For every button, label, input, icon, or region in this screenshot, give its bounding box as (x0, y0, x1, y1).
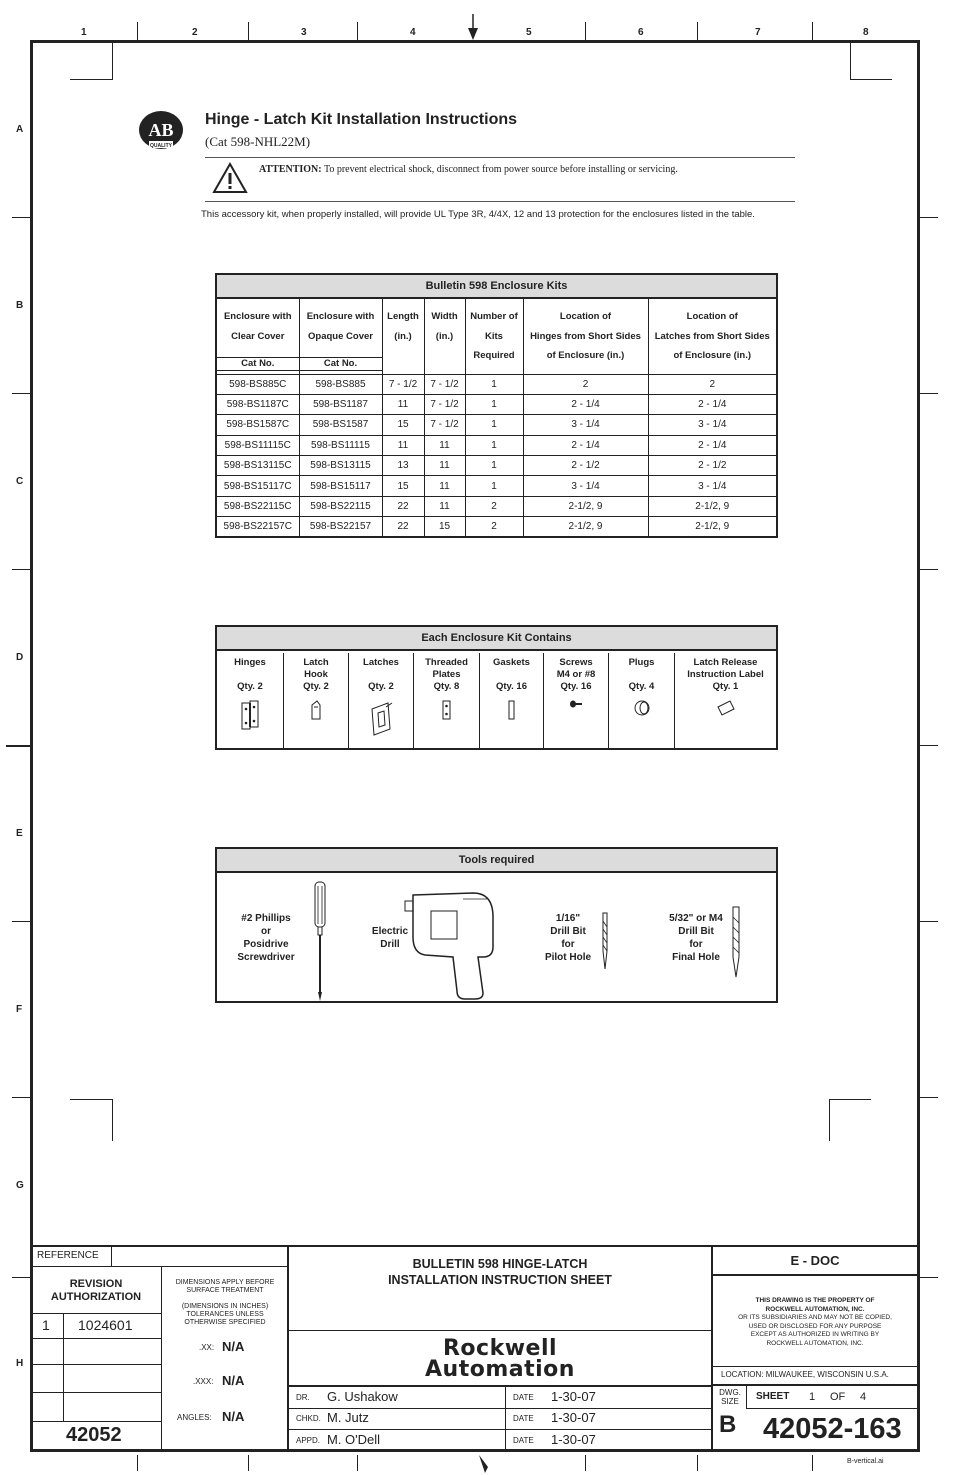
table-cell: 15 (424, 517, 465, 537)
kit-item: Latches Qty. 2 (348, 653, 413, 750)
zone-letter: E (16, 828, 23, 839)
zone-letter: G (16, 1180, 24, 1191)
table-cell: 1 (465, 435, 523, 455)
column-header: Width (in.) (424, 298, 465, 370)
attention-text: To prevent electrical shock, disconnect from power source before installing or servicing. (323, 164, 678, 175)
table-cell: 2 (648, 374, 777, 394)
column-subheader: Cat No. (216, 357, 299, 370)
tool-screwdriver-label: #2 Phillips or Posidrive Screwdriver (237, 913, 295, 963)
date-label: DATE (513, 1436, 534, 1445)
file-reference: B-vertical.ai (847, 1458, 884, 1465)
table-cell: 598-BS1187C (216, 394, 299, 414)
column-header: Enclosure with Clear Cover (223, 311, 292, 342)
table-cell: 598-BS11115 (299, 435, 382, 455)
table-cell: 2-1/2, 9 (523, 496, 648, 516)
sheet-of: OF (830, 1391, 846, 1403)
zone-number: 8 (863, 27, 869, 38)
base-drawing-number: 42052 (66, 1424, 122, 1446)
table-cell: 2 - 1/4 (648, 394, 777, 414)
approved-by: M. O'Dell (327, 1432, 381, 1447)
table-cell: 22 (382, 517, 424, 537)
table-cell: 2 - 1/4 (523, 394, 648, 414)
gasket-icon (480, 699, 543, 725)
table-cell: 598-BS1587C (216, 415, 299, 435)
dwg-size-label: DWG. SIZE (719, 1388, 741, 1406)
table-cell: 2-1/2, 9 (523, 517, 648, 537)
sheet-total: 4 (860, 1391, 867, 1403)
table-cell: 2 (465, 517, 523, 537)
table-cell: 2 - 1/4 (648, 435, 777, 455)
column-subheader: Cat No. (299, 357, 382, 370)
table-cell: 2 (523, 374, 648, 394)
table-cell: 7 - 1/2 (424, 394, 465, 414)
table-row (216, 517, 777, 537)
table-cell: 15 (382, 476, 424, 496)
property-notice: THIS DRAWING IS THE PROPERTY OF ROCKWELL AUTOMATION, INC. (755, 1297, 875, 1313)
revision-authorization-label: REVISION AUTHORIZATION (50, 1278, 142, 1303)
table-cell: 3 - 1/4 (523, 415, 648, 435)
tools-required-table (215, 847, 778, 1003)
sheet-number: 1 (809, 1391, 816, 1403)
checked-by: M. Jutz (327, 1410, 369, 1425)
table-cell: 11 (424, 476, 465, 496)
table-cell: 598-BS22115C (216, 496, 299, 516)
enclosure-kits-table (215, 273, 778, 538)
kit-item: Latch Hook Qty. 2 (283, 653, 348, 750)
drill-icon (403, 887, 507, 1001)
attention-notice (259, 164, 789, 175)
zone-letter: H (16, 1358, 24, 1369)
property-restriction: OR ITS SUBSIDIARIES AND MAY NOT BE COPIED, USED OR DISCLOSED FOR ANY PURPOSE EXCEPT AS AUTHORIZED IN WRITING BY ROCKWELL AUTOMATION, INC. (738, 1314, 892, 1347)
date-label: DATE (513, 1414, 534, 1423)
angles-tolerance: N/A (222, 1409, 245, 1424)
table-cell: 1 (465, 374, 523, 394)
drill-bit-icon (600, 911, 610, 973)
tool-final-bit-label: 5/32" or M4 Drill Bit for Final Hole (669, 913, 723, 963)
warning-icon (212, 162, 248, 194)
kit-item: Screws M4 or #8 Qty. 16 (543, 653, 608, 750)
drawn-date: 1-30-07 (551, 1389, 596, 1404)
xx-label: .XX: (199, 1343, 215, 1352)
angles-label: ANGLES: (177, 1413, 212, 1422)
checked-by-label: CHKD. (296, 1414, 321, 1423)
revision-number: 1 (42, 1317, 50, 1333)
table-cell: 1 (465, 394, 523, 414)
table-cell: 2 (465, 496, 523, 516)
zone-number: 1 (81, 27, 87, 38)
column-header: Location of Latches from Short Sides of Enclosure (in.) (648, 298, 777, 370)
sheet-title: BULLETIN 598 HINGE-LATCH INSTALLATION INSTRUCTION SHEET (388, 1257, 612, 1287)
xx-tolerance: N/A (222, 1339, 245, 1354)
table-caption: Bulletin 598 Enclosure Kits (216, 274, 777, 298)
zone-number: 2 (192, 27, 198, 38)
sheet-label: SHEET (756, 1391, 790, 1402)
checked-date: 1-30-07 (551, 1410, 596, 1425)
table-cell: 598-BS885C (216, 374, 299, 394)
plug-icon (609, 699, 674, 721)
table-cell: 2 - 1/2 (648, 456, 777, 476)
table-caption: Tools required (217, 849, 776, 873)
zone-number: 3 (301, 27, 307, 38)
intro-text: This accessory kit, when properly installed, will provide UL Type 3R, 4/4X, 12 and 13 protection for the enclosures listed in the table. (201, 209, 755, 220)
table-cell: 598-BS22157 (299, 517, 382, 537)
table-cell: 2 - 1/4 (523, 435, 648, 455)
table-cell: 3 - 1/4 (648, 415, 777, 435)
table-cell: 11 (382, 394, 424, 414)
column-header: Location of Hinges from Short Sides of Enclosure (in.) (523, 298, 648, 370)
table-cell: 3 - 1/4 (648, 476, 777, 496)
table-row (216, 394, 777, 414)
date-label: DATE (513, 1393, 534, 1402)
table-row (216, 435, 777, 455)
table-cell: 598-BS22115 (299, 496, 382, 516)
tolerance-note: (DIMENSIONS IN INCHES) TOLERANCES UNLESS OTHERWISE SPECIFIED (181, 1303, 269, 1326)
zone-letter: A (16, 124, 24, 135)
table-cell: 1 (465, 415, 523, 435)
table-row (216, 496, 777, 516)
table-row (216, 374, 777, 394)
zone-letter: B (16, 300, 24, 311)
table-cell: 598-BS15117C (216, 476, 299, 496)
kit-item: Hinges Qty. 2 (217, 653, 283, 750)
table-cell: 7 - 1/2 (424, 415, 465, 435)
table-cell: 2 - 1/2 (523, 456, 648, 476)
svg-text:AB: AB (148, 120, 174, 140)
table-cell: 11 (424, 496, 465, 516)
table-caption: Each Enclosure Kit Contains (217, 627, 776, 651)
table-cell: 598-BS15117 (299, 476, 382, 496)
kit-item: Gaskets Qty. 16 (479, 653, 543, 750)
catalog-number: (Cat 598-NHL22M) (205, 134, 311, 149)
table-cell: 598-BS885 (299, 374, 382, 394)
company-logo: Rockwell Automation (425, 1336, 575, 1382)
table-cell: 598-BS1187 (299, 394, 382, 414)
zone-letter: C (16, 476, 24, 487)
table-cell: 598-BS13115 (299, 456, 382, 476)
table-cell: 7 - 1/2 (424, 374, 465, 394)
attention-label: ATTENTION: (259, 164, 322, 175)
screw-icon (544, 699, 608, 713)
document-type: E - DOC (790, 1253, 840, 1268)
table-cell: 11 (424, 435, 465, 455)
tool-pilot-bit-label: 1/16" Drill Bit for Pilot Hole (544, 913, 592, 963)
screwdriver-icon (312, 880, 328, 1004)
table-cell: 1 (465, 476, 523, 496)
approved-by-label: APPD. (296, 1436, 321, 1445)
column-header: Length (in.) (382, 298, 424, 370)
dwg-size: B (719, 1411, 737, 1438)
table-row (216, 476, 777, 496)
threaded-plate-icon (414, 699, 479, 725)
table-cell: 11 (424, 456, 465, 476)
revision-auth-number: 1024601 (78, 1317, 133, 1333)
label-icon (675, 699, 776, 721)
zone-number: 7 (755, 27, 761, 38)
table-cell: 13 (382, 456, 424, 476)
svg-text:QUALITY: QUALITY (150, 143, 172, 149)
kit-item: Plugs Qty. 4 (608, 653, 674, 750)
table-cell: 598-BS1587 (299, 415, 382, 435)
zone-number: 5 (526, 27, 532, 38)
hinge-icon (217, 699, 283, 737)
kit-contents-table (215, 625, 778, 750)
drawn-by-label: DR. (296, 1393, 310, 1402)
dimensions-note: DIMENSIONS APPLY BEFORE SURFACE TREATMENT (175, 1279, 275, 1294)
tool-drill-label: Electric Drill (371, 926, 409, 950)
drawn-by: G. Ushakow (327, 1389, 398, 1404)
table-cell: 2-1/2, 9 (648, 496, 777, 516)
latch-icon (349, 699, 413, 743)
table-row (216, 415, 777, 435)
page-title: Hinge - Latch Kit Installation Instructions (205, 111, 518, 128)
table-cell: 11 (382, 435, 424, 455)
table-cell: 1 (465, 456, 523, 476)
table-cell: 2-1/2, 9 (648, 517, 777, 537)
table-cell: 598-BS22157C (216, 517, 299, 537)
zone-number: 4 (410, 27, 416, 38)
column-header: Enclosure with Opaque Cover (299, 298, 382, 357)
xxx-tolerance: N/A (222, 1373, 245, 1388)
table-cell: 598-BS13115C (216, 456, 299, 476)
approved-date: 1-30-07 (551, 1432, 596, 1447)
kit-item: Threaded Plates Qty. 8 (413, 653, 479, 750)
table-cell: 22 (382, 496, 424, 516)
reference-label: REFERENCE (37, 1250, 99, 1261)
center-arrow-icon (466, 14, 480, 40)
table-cell: 3 - 1/4 (523, 476, 648, 496)
column-header: Number of Kits Required (465, 298, 523, 370)
table-row (216, 456, 777, 476)
drawing-number: 42052-163 (763, 1413, 902, 1445)
zone-number: 6 (638, 27, 644, 38)
allen-bradley-logo (137, 110, 185, 152)
xxx-label: .XXX: (193, 1377, 214, 1386)
kit-item: Latch Release Instruction Label Qty. 1 (674, 653, 776, 750)
drill-bit-icon (730, 905, 742, 981)
location: LOCATION: MILWAUKEE, WISCONSIN U.S.A. (721, 1370, 889, 1379)
table-cell: 15 (382, 415, 424, 435)
bottom-arrow-icon (476, 1453, 490, 1475)
table-cell: 598-BS11115C (216, 435, 299, 455)
zone-letter: F (16, 1004, 23, 1015)
zone-letter: D (16, 652, 24, 663)
table-cell: 7 - 1/2 (382, 374, 424, 394)
latch-hook-icon (284, 699, 348, 725)
